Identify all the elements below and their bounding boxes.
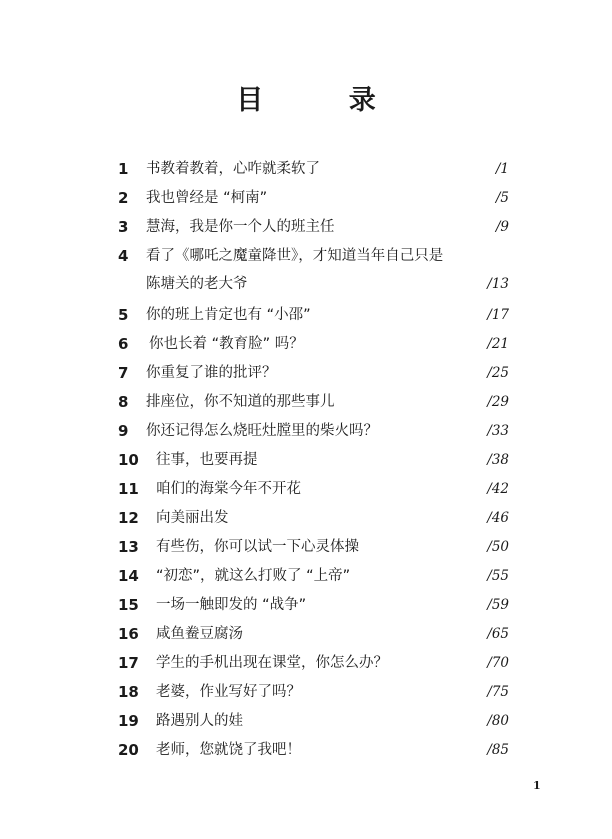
entry-title: 书教着教着，心咋就柔软了 <box>146 161 320 177</box>
entry-page: /80 <box>487 713 509 729</box>
entry-title: 我也曾经是 “柯南” <box>146 190 268 206</box>
toc-entry[interactable] <box>118 681 518 703</box>
entry-title: 看了《哪吒之魔童降世》，才知道当年自己只是 <box>146 248 444 264</box>
toc-entry[interactable] <box>118 304 518 326</box>
entry-number: 12 <box>118 509 139 527</box>
toc-entry[interactable] <box>118 158 518 180</box>
toc-entry[interactable] <box>118 187 518 209</box>
entry-title: 你的班上肯定也有 “小邵” <box>146 307 311 323</box>
toc-entry[interactable] <box>118 710 518 732</box>
toc-entry[interactable] <box>118 623 518 645</box>
entry-page: /21 <box>487 336 509 352</box>
entry-page: /5 <box>495 190 509 206</box>
entry-page: /29 <box>487 394 509 410</box>
entry-title: 慧海，我是你一个人的班主任 <box>146 219 335 235</box>
entry-page: /70 <box>487 655 509 671</box>
entry-title: 老婆，作业写好了吗？ <box>156 684 301 700</box>
entry-page: /13 <box>487 276 509 292</box>
entry-title: 向美丽出发 <box>156 510 229 526</box>
toc-entry[interactable] <box>118 478 518 500</box>
entry-title: 你也长着 “教育脸” 吗？ <box>149 336 304 352</box>
entry-number: 6 <box>118 335 129 353</box>
toc-entry-continued[interactable] <box>118 273 518 295</box>
entry-page: /9 <box>495 219 509 235</box>
entry-page: /55 <box>487 568 509 584</box>
entry-title: 你还记得怎么烧旺灶膛里的柴火吗？ <box>146 423 378 439</box>
entry-number: 15 <box>118 596 139 614</box>
entry-title: 咱们的海棠今年不开花 <box>156 481 301 497</box>
toc-entry[interactable] <box>118 565 518 587</box>
entry-page: /25 <box>487 365 509 381</box>
entry-page: /50 <box>487 539 509 555</box>
entry-number: 9 <box>118 422 129 440</box>
entry-number: 10 <box>118 451 139 469</box>
toc-entry[interactable] <box>118 216 518 238</box>
toc-entry[interactable] <box>118 391 518 413</box>
toc-entry[interactable] <box>118 536 518 558</box>
toc-entry[interactable] <box>118 652 518 674</box>
toc-entry[interactable] <box>118 594 518 616</box>
entry-title: 老师，您就饶了我吧！ <box>156 742 301 758</box>
entry-page: /65 <box>487 626 509 642</box>
entry-page: /59 <box>487 597 509 613</box>
entry-page: /1 <box>495 161 509 177</box>
entry-number: 20 <box>118 741 139 759</box>
entry-number: 14 <box>118 567 139 585</box>
entry-number: 17 <box>118 654 139 672</box>
entry-title: 咸鱼鲞豆腐汤 <box>156 626 243 642</box>
entry-title-continued: 陈塘关的老大爷 <box>146 276 248 292</box>
entry-page: /33 <box>487 423 509 439</box>
entry-number: 1 <box>118 160 129 178</box>
entry-number: 4 <box>118 247 129 265</box>
toc-entry[interactable] <box>118 362 518 384</box>
entry-title: 你重复了谁的批评？ <box>146 365 277 381</box>
entry-number: 5 <box>118 306 129 324</box>
entry-title: 路遇别人的娃 <box>156 713 243 729</box>
toc-entry[interactable] <box>118 449 518 471</box>
entry-title: “初恋”，就这么打败了 “上帝” <box>156 568 351 584</box>
entry-number: 7 <box>118 364 129 382</box>
entry-number: 2 <box>118 189 129 207</box>
entry-number: 16 <box>118 625 139 643</box>
entry-number: 18 <box>118 683 139 701</box>
toc-entry[interactable] <box>118 245 518 267</box>
entry-title: 往事，也要再提 <box>156 452 258 468</box>
toc-entry[interactable] <box>118 333 518 355</box>
entry-page: /85 <box>487 742 509 758</box>
entry-title: 一场一触即发的 “战争” <box>156 597 307 613</box>
entry-page: /46 <box>487 510 509 526</box>
entry-number: 8 <box>118 393 129 411</box>
entry-title: 排座位，你不知道的那些事儿 <box>146 394 335 410</box>
toc-entry[interactable] <box>118 507 518 529</box>
toc-entry[interactable] <box>118 420 518 442</box>
entry-number: 3 <box>118 218 129 236</box>
entry-title: 学生的手机出现在课堂，你怎么办？ <box>156 655 388 671</box>
entry-number: 13 <box>118 538 139 556</box>
entry-number: 19 <box>118 712 139 730</box>
page-number: 1 <box>533 779 541 792</box>
entry-number: 11 <box>118 480 139 498</box>
entry-page: /17 <box>487 307 509 323</box>
entry-page: /42 <box>487 481 509 497</box>
toc-entry[interactable] <box>118 739 518 761</box>
entry-title: 有些伤，你可以试一下心灵体操 <box>156 539 359 555</box>
entry-page: /38 <box>487 452 509 468</box>
entry-page: /75 <box>487 684 509 700</box>
page-title: 目 录 <box>236 85 414 116</box>
